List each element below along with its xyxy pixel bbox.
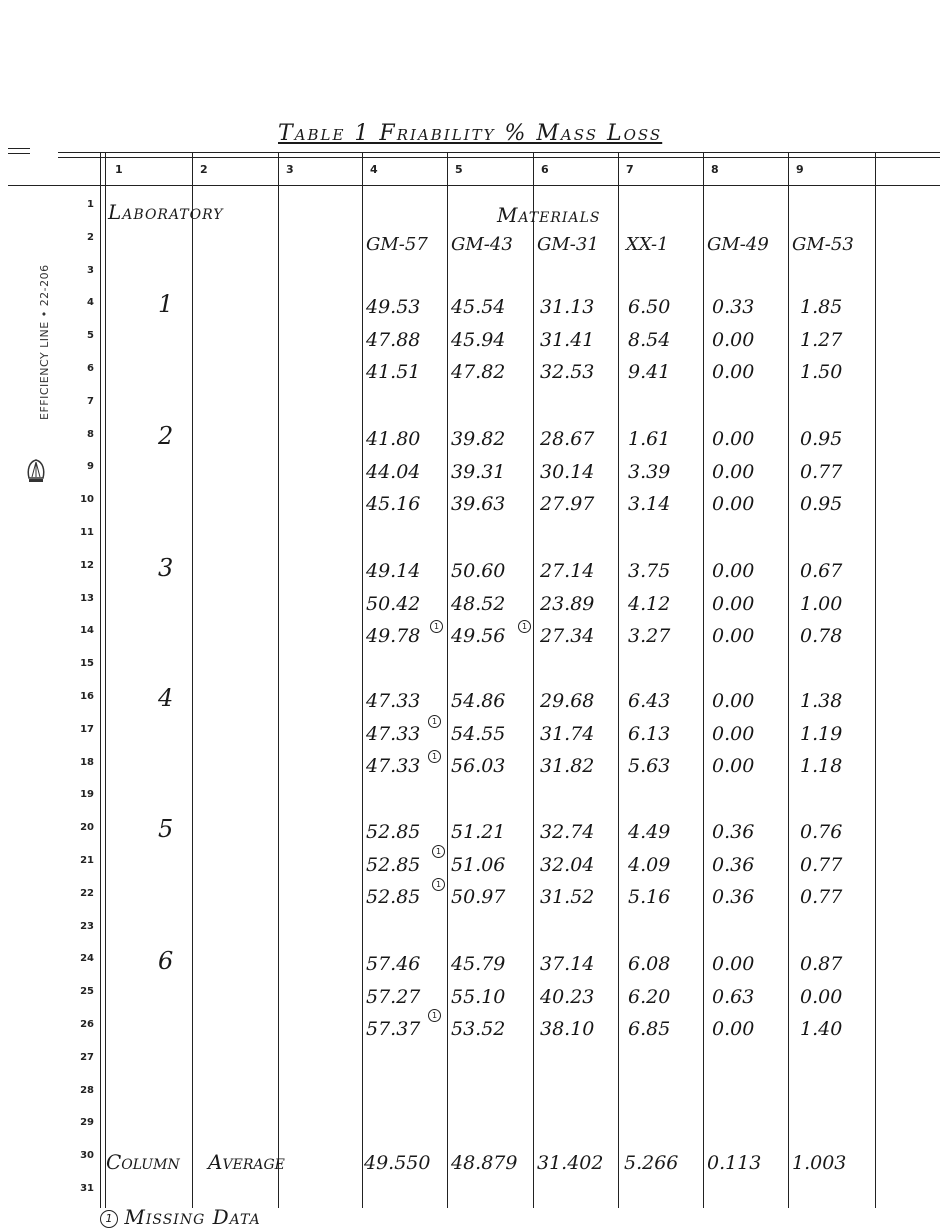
data-cell: 27.34 (540, 625, 595, 647)
data-cell: 5.63 (628, 755, 671, 777)
data-cell: 0.77 (800, 460, 843, 483)
data-cell: 1.61 (628, 428, 671, 450)
column-divider (100, 153, 101, 1208)
column-divider (618, 153, 619, 1208)
data-cell: 6.85 (628, 1018, 671, 1040)
data-cell: 1.50 (800, 361, 843, 383)
row-number: 19 (80, 789, 94, 801)
materials-header: Materials (497, 203, 601, 227)
data-cell: 0.00 (712, 690, 755, 712)
column-divider (875, 153, 876, 1208)
data-cell: 56.03 (451, 755, 506, 777)
data-cell: 3.39 (628, 460, 671, 483)
missing-data-marker: 1 (432, 878, 445, 891)
data-cell: 57.27 (366, 985, 421, 1008)
data-cell: 6.20 (628, 985, 671, 1008)
data-cell: 0.00 (712, 328, 755, 351)
missing-data-marker: 1 (518, 620, 531, 633)
data-cell: 49.78 (366, 625, 421, 647)
data-cell: 6.13 (628, 722, 671, 745)
row-number: 11 (80, 527, 94, 538)
data-cell: 49.14 (366, 560, 421, 582)
column-divider (192, 153, 193, 1208)
laboratory-id: 6 (158, 947, 174, 975)
data-cell: 1.27 (800, 328, 843, 351)
laboratory-id: 3 (158, 554, 174, 582)
row-number: 5 (87, 330, 94, 342)
column-divider (533, 153, 534, 1208)
column-number: 9 (796, 163, 804, 176)
data-cell: 0.36 (712, 853, 755, 876)
row-number: 7 (87, 395, 94, 407)
missing-data-marker: 1 (432, 845, 445, 858)
data-cell: 47.33 (366, 690, 421, 712)
data-cell: 6.50 (628, 296, 671, 318)
data-cell: 55.10 (451, 985, 506, 1008)
data-cell: 0.33 (712, 296, 755, 318)
page-title: Table 1 Friability % Mass Loss (278, 121, 663, 146)
data-cell: 50.60 (451, 560, 506, 582)
data-cell: 3.14 (628, 493, 671, 515)
column-average-value: 1.003 (792, 1152, 847, 1174)
column-number: 6 (541, 163, 549, 176)
row-number: 21 (80, 855, 94, 866)
data-cell: 47.33 (366, 755, 421, 777)
row-number: 8 (87, 428, 94, 440)
laboratory-header: Laboratory (108, 200, 224, 224)
missing-data-marker: 1 (428, 715, 441, 728)
row-number: 20 (80, 822, 94, 834)
data-cell: 0.00 (712, 592, 755, 615)
laboratory-id: 4 (158, 684, 174, 712)
data-cell: 52.85 (366, 853, 421, 876)
data-cell: 45.16 (366, 493, 421, 515)
data-cell: 0.95 (800, 493, 843, 515)
data-cell: 32.04 (540, 853, 595, 876)
row-number: 3 (87, 264, 94, 276)
column-divider (362, 153, 363, 1208)
row-number: 17 (80, 723, 94, 735)
data-cell: 0.00 (712, 460, 755, 483)
material-header: XX-1 (626, 234, 669, 255)
data-cell: 48.52 (451, 592, 506, 615)
data-cell: 0.77 (800, 853, 843, 876)
material-header: GM-53 (792, 234, 854, 255)
column-average-value: 48.879 (451, 1152, 518, 1174)
column-number: 8 (711, 163, 719, 176)
row-number: 27 (80, 1051, 94, 1063)
missing-data-marker: 1 (428, 750, 441, 763)
row-number: 4 (87, 297, 94, 309)
data-cell: 0.00 (712, 755, 755, 777)
data-cell: 45.94 (451, 328, 506, 351)
data-cell: 39.63 (451, 493, 506, 515)
brand-text: EFFICIENCY LINE • 22-206 (38, 264, 51, 420)
data-cell: 0.00 (712, 560, 755, 582)
data-cell: 53.52 (451, 1018, 506, 1040)
data-cell: 31.74 (540, 722, 595, 745)
missing-data-marker: 1 (430, 620, 443, 633)
column-average-label: Column Average (106, 1150, 285, 1174)
data-cell: 1.18 (800, 755, 843, 777)
data-cell: 50.42 (366, 592, 421, 615)
row-number: 18 (80, 756, 94, 768)
data-cell: 44.04 (366, 460, 421, 483)
row-number: 22 (80, 887, 94, 899)
row-number: 30 (80, 1150, 94, 1162)
footnote-text: Missing Data (124, 1205, 261, 1229)
column-divider (105, 153, 106, 1208)
data-cell: 49.56 (451, 625, 506, 647)
data-cell: 27.97 (540, 493, 595, 515)
data-cell: 52.85 (366, 886, 421, 908)
data-cell: 0.95 (800, 428, 843, 450)
data-cell: 0.00 (712, 722, 755, 745)
data-cell: 6.43 (628, 690, 671, 712)
column-average-value: 49.550 (364, 1152, 431, 1174)
row-number: 24 (80, 953, 94, 965)
material-header: GM-57 (366, 234, 428, 255)
data-cell: 4.12 (628, 592, 671, 615)
column-divider (278, 153, 279, 1208)
data-cell: 0.77 (800, 886, 843, 908)
footnote (100, 1205, 261, 1230)
row-number: 1 (87, 199, 94, 210)
data-cell: 0.00 (712, 493, 755, 515)
column-number: 4 (370, 163, 378, 176)
data-cell: 49.53 (366, 296, 421, 318)
row-number: 26 (80, 1019, 94, 1030)
data-cell: 4.49 (628, 821, 671, 843)
row-number: 9 (87, 461, 94, 473)
column-divider (703, 153, 704, 1208)
data-cell: 0.87 (800, 953, 843, 975)
footnote-marker: 1 (100, 1210, 118, 1228)
data-cell: 6.08 (628, 953, 671, 975)
data-cell: 28.67 (540, 428, 595, 450)
top-rule-left (8, 148, 30, 149)
row-number: 15 (80, 658, 94, 670)
data-cell: 1.00 (800, 592, 843, 615)
column-average-value: 31.402 (537, 1152, 604, 1174)
column-number: 2 (200, 163, 208, 176)
data-cell: 41.51 (366, 361, 421, 383)
data-cell: 51.21 (451, 821, 506, 843)
row-number: 13 (80, 592, 94, 604)
data-cell: 1.19 (800, 722, 843, 745)
data-cell: 31.13 (540, 296, 595, 318)
data-cell: 0.00 (712, 625, 755, 647)
data-cell: 31.82 (540, 755, 595, 777)
data-cell: 23.89 (540, 592, 595, 615)
data-cell: 47.33 (366, 722, 421, 745)
title-rule-2 (58, 157, 940, 158)
top-rule-left-2 (8, 153, 30, 154)
data-cell: 39.82 (451, 428, 506, 450)
data-cell: 3.75 (628, 560, 671, 582)
missing-data-marker: 1 (428, 1009, 441, 1022)
data-cell: 0.76 (800, 821, 843, 843)
data-cell: 1.40 (800, 1018, 843, 1040)
header-rule (8, 185, 940, 186)
data-cell: 39.31 (451, 460, 506, 483)
data-cell: 47.82 (451, 361, 506, 383)
data-cell: 37.14 (540, 953, 595, 975)
laboratory-id: 2 (158, 422, 174, 450)
data-cell: 32.53 (540, 361, 595, 383)
ampad-shell-logo-icon (26, 458, 46, 484)
row-number: 25 (80, 986, 94, 998)
data-cell: 0.78 (800, 625, 843, 647)
data-cell: 0.36 (712, 886, 755, 908)
data-cell: 38.10 (540, 1018, 595, 1040)
column-number: 1 (115, 163, 123, 176)
data-cell: 45.79 (451, 953, 506, 975)
data-cell: 47.88 (366, 328, 421, 351)
data-cell: 32.74 (540, 821, 595, 843)
data-cell: 27.14 (540, 560, 595, 582)
column-average-value: 0.113 (707, 1152, 762, 1174)
column-average-value: 5.266 (624, 1152, 679, 1174)
material-header: GM-43 (451, 234, 513, 255)
row-number: 2 (87, 231, 94, 243)
column-number: 3 (286, 163, 294, 176)
data-cell: 0.67 (800, 560, 843, 582)
row-number: 12 (80, 559, 94, 571)
data-cell: 5.16 (628, 886, 671, 908)
data-cell: 45.54 (451, 296, 506, 318)
data-cell: 41.80 (366, 428, 421, 450)
data-cell: 57.37 (366, 1018, 421, 1040)
data-cell: 29.68 (540, 690, 595, 712)
data-cell: 51.06 (451, 853, 506, 876)
data-cell: 57.46 (366, 953, 421, 975)
data-cell: 1.38 (800, 690, 843, 712)
row-number: 31 (80, 1183, 94, 1194)
column-number: 5 (455, 163, 463, 176)
row-number: 16 (80, 691, 94, 702)
row-number: 29 (80, 1117, 94, 1129)
column-number: 7 (626, 163, 634, 176)
material-header: GM-49 (707, 234, 769, 255)
laboratory-id: 5 (158, 815, 174, 843)
data-cell: 40.23 (540, 985, 595, 1008)
data-cell: 0.00 (800, 985, 843, 1008)
data-cell: 31.52 (540, 886, 595, 908)
data-cell: 0.00 (712, 1018, 755, 1040)
column-divider (447, 153, 448, 1208)
row-number: 23 (80, 920, 94, 932)
data-cell: 0.36 (712, 821, 755, 843)
data-cell: 3.27 (628, 625, 671, 647)
data-cell: 52.85 (366, 821, 421, 843)
data-cell: 0.63 (712, 985, 755, 1008)
column-divider (788, 153, 789, 1208)
data-cell: 54.55 (451, 722, 506, 745)
material-header: GM-31 (537, 234, 599, 255)
data-cell: 31.41 (540, 328, 595, 351)
title-rule (58, 152, 940, 153)
data-cell: 8.54 (628, 328, 671, 351)
data-cell: 54.86 (451, 690, 506, 712)
row-number: 14 (80, 625, 94, 637)
row-number: 28 (80, 1084, 94, 1096)
laboratory-id: 1 (158, 290, 174, 318)
row-number: 10 (80, 494, 94, 506)
data-cell: 0.00 (712, 361, 755, 383)
data-cell: 4.09 (628, 853, 671, 876)
data-cell: 0.00 (712, 428, 755, 450)
data-cell: 1.85 (800, 296, 843, 318)
data-cell: 30.14 (540, 460, 595, 483)
data-cell: 9.41 (628, 361, 671, 383)
data-cell: 50.97 (451, 886, 506, 908)
data-cell: 0.00 (712, 953, 755, 975)
row-number: 6 (87, 363, 94, 374)
